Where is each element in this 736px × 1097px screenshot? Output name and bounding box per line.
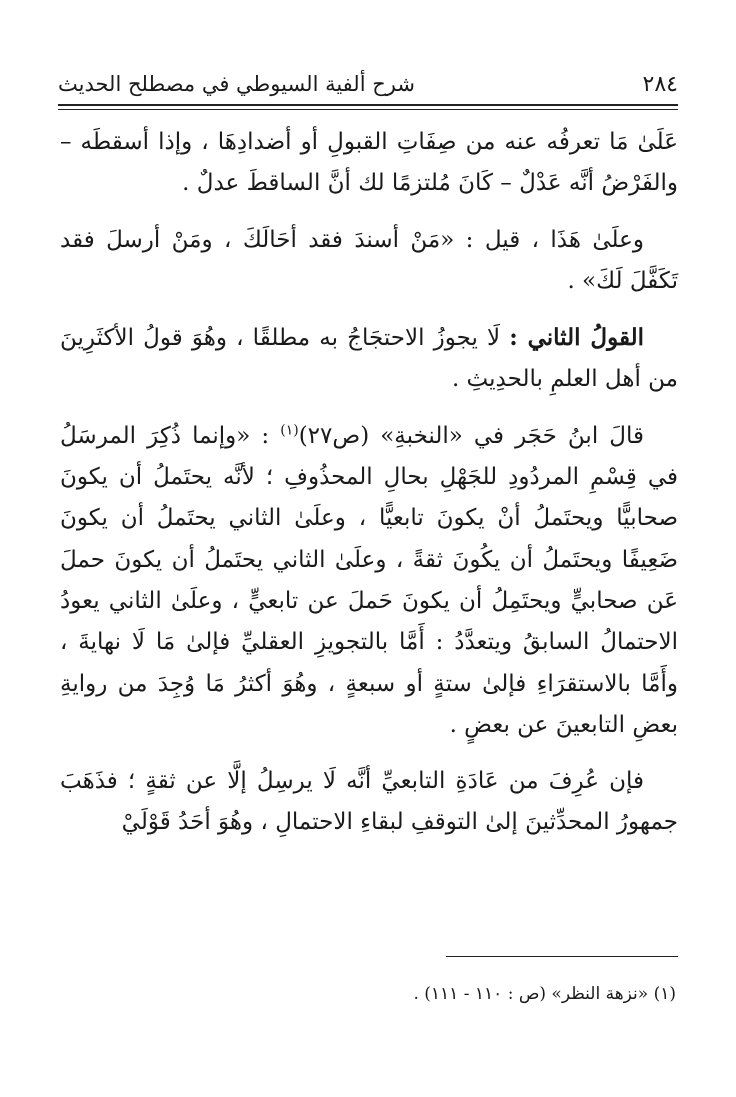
paragraph-5: فإن عُرِفَ من عَادَةِ التابعيِّ أنَّه لَا يرسِلُ إلَّا عن ثقةٍ ؛ فذَهَبَ جمهورُ المحدِّثينَ إلىٰ التوقفِ لبقاءِ الاحتمالِ ، وهُوَ أحَدُ قَوْلَيْ — [60, 768, 678, 836]
footnote-rule — [446, 956, 678, 957]
paragraph-1: عَلَىٰ مَا تعرفُه عنه من صِفَاتِ القبولِ أو أضدادِهَا ، وإذا أسقطَه – والفَرْضُ أنَّه عَدْلٌ – كَانَ مُلتزمًا لك أنَّ الساقطَ عدلٌ . — [60, 129, 678, 197]
paragraph-3-text: لَا يجوزُ الاحتجَاجُ به مطلقًا ، وهُوَ قولُ الأكثَرِينَ من أهل العلمِ بالحدِيثِ . — [60, 325, 678, 393]
page-number: ٢٨٤ — [642, 71, 678, 97]
paragraph-2: وعلَىٰ هَذَا ، قيل : «مَنْ أسندَ فقد أحَالَكَ ، ومَنْ أرسلَ فقد تَكَفَّلَ لَكَ» . — [60, 226, 678, 294]
header-rule — [58, 104, 678, 110]
running-title: شرح ألفية السيوطي في مصطلح الحديث — [58, 72, 415, 96]
paragraph-4-intro: قالَ ابنُ حَجَر في «النخبةِ» (ص٢٧) — [298, 422, 644, 449]
footnote-marker[interactable]: (١) — [280, 422, 299, 439]
footnote: (١) «نزهة النظر» (ص : ١١٠ - ١١١) . — [413, 984, 676, 1004]
main-text — [60, 122, 678, 859]
second-opinion-heading: القولُ الثاني : — [509, 324, 644, 352]
paragraph-3 — [60, 317, 678, 401]
paragraph-4 — [60, 416, 678, 746]
page-header — [58, 64, 678, 104]
paragraph-4-quote: : «وإنما ذُكِرَ المرسَلُ في قِسْمِ المردُودِ للجَهْلِ بحالِ المحذُوفِ ؛ لأنَّه يحتَملُ أن يكونَ صحابيًّا ويحتَملُ أنْ يكونَ تابعيًّا ، وعلَىٰ الثاني يحتَملُ أن يكونَ ضَعِيفًا ويحتَملُ أن يكُونَ ثقةً ، وعلَىٰ الثاني يحتَملُ أن يكونَ حملَ عَن صحابيٍّ ويحتَمِلُ أن يكونَ حَملَ عن تابعيٍّ ، وعلَىٰ الثاني يعودُ الاحتمالُ السابقُ ويتعدَّدُ : أَمَّا بالتجويزِ العقليِّ فإلىٰ مَا لَا نهايةَ ، وأَمَّا بالاستقرَاءِ فإلىٰ ستةٍ أو سبعةٍ ، وهُوَ أكثرُ مَا وُجِدَ من روايةِ بعضِ التابعينَ عن بعضٍ . — [60, 422, 678, 738]
